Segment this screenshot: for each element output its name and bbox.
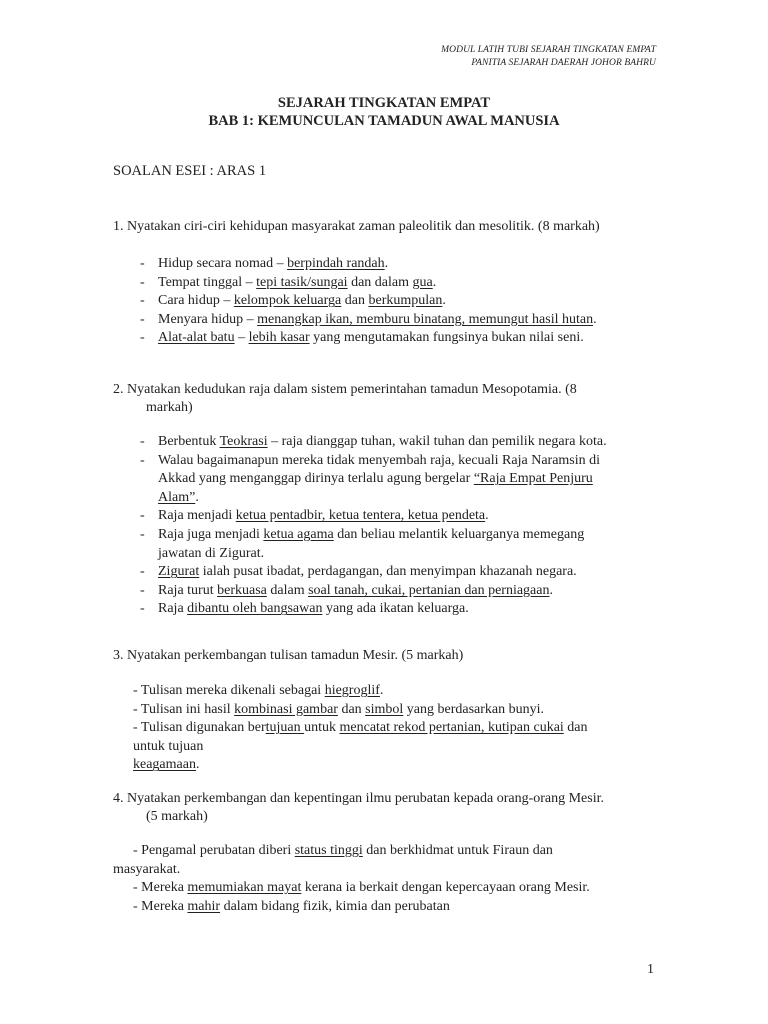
list-item: - Walau bagaimanapun mereka tidak menyembah raja, kecuali Raja Naramsin di Akkad yang menganggap dirinya terlalu agung bergelar “Raja Empat Penjuru Alam”. <box>113 452 673 508</box>
page-number: 1 <box>647 962 654 977</box>
module-header-line1: MODUL LATIH TUBI SEJARAH TINGKATAN EMPAT <box>441 45 656 55</box>
list-item: - Raja juga menjadi ketua agama dan beliau melantik keluarganya memegang jawatan di Zigurat. <box>113 526 673 563</box>
list-item: - Zigurat ialah pusat ibadat, perdagangan, dan menyimpan khazanah negara. <box>113 563 673 582</box>
module-header-line2: PANITIA SEJARAH DAERAH JOHOR BAHRU <box>471 58 656 68</box>
list-item: - Raja menjadi ketua pentadbir, ketua tentera, ketua pendeta. <box>113 507 673 526</box>
section-label: SOALAN ESEI : ARAS 1 <box>113 163 267 179</box>
question-1-text: 1. Nyatakan ciri-ciri kehidupan masyarakat zaman paleolitik dan mesolitik. (8 markah) <box>113 219 600 234</box>
list-item: - Pengamal perubatan diberi status tinggi dan berkhidmat untuk Firaun dan <box>133 843 553 858</box>
answer-list-4 <box>113 842 673 916</box>
answer-list-3 <box>113 682 673 775</box>
question-1 <box>113 218 673 348</box>
list-item: - Cara hidup – kelompok keluarga dan berkumpulan. <box>113 292 673 311</box>
list-item: - Tempat tinggal – tepi tasik/sungai dan dalam gua. <box>113 274 673 293</box>
question-2 <box>113 381 673 619</box>
document-title <box>0 94 768 130</box>
list-item: - Tulisan digunakan bertujuan untuk mencatat rekod pertanian, kutipan cukai dan untuk tujuan keagamaan. <box>133 720 588 773</box>
list-item: - Berbentuk Teokrasi – raja dianggap tuhan, wakil tuhan dan pemilik negara kota. <box>113 433 673 452</box>
title-line1: SEJARAH TINGKATAN EMPAT <box>277 95 491 111</box>
list-item: - Mereka memumiakan mayat kerana ia berkait dengan kepercayaan orang Mesir. <box>133 880 590 896</box>
answer-list-1 <box>113 255 673 348</box>
question-3 <box>113 647 673 775</box>
question-2-text-cont: markah) <box>146 400 193 415</box>
list-item: - Tulisan mereka dikenali sebagai hiegroglif. <box>133 683 384 698</box>
list-item-cont: masyarakat. <box>113 861 181 877</box>
question-2-text: 2. Nyatakan kedudukan raja dalam sistem pemerintahan tamadun Mesopotamia. (8 <box>113 382 577 397</box>
list-item: - Alat-alat batu – lebih kasar yang mengutamakan fungsinya bukan nilai seni. <box>113 329 673 348</box>
list-item: - Mereka mahir dalam bidang fizik, kimia dan perubatan <box>133 898 450 914</box>
question-4-text: 4. Nyatakan perkembangan dan kepentingan ilmu perubatan kepada orang-orang Mesir. <box>113 791 604 806</box>
question-4-text-cont: (5 markah) <box>146 809 208 824</box>
list-item: - Raja turut berkuasa dalam soal tanah, cukai, pertanian dan perniagaan. <box>113 582 673 601</box>
title-line2: BAB 1: KEMUNCULAN TAMADUN AWAL MANUSIA <box>208 113 560 129</box>
list-item: - Menyara hidup – menangkap ikan, memburu binatang, memungut hasil hutan. <box>113 311 673 330</box>
list-item: - Tulisan ini hasil kombinasi gambar dan simbol yang berdasarkan bunyi. <box>133 701 545 717</box>
module-header <box>441 44 656 70</box>
answer-list-2 <box>113 433 673 619</box>
list-item: - Hidup secara nomad – berpindah randah. <box>113 255 673 274</box>
list-item: - Raja dibantu oleh bangsawan yang ada ikatan keluarga. <box>113 600 673 619</box>
question-3-text: 3. Nyatakan perkembangan tulisan tamadun Mesir. (5 markah) <box>113 648 464 663</box>
question-4 <box>113 790 673 916</box>
